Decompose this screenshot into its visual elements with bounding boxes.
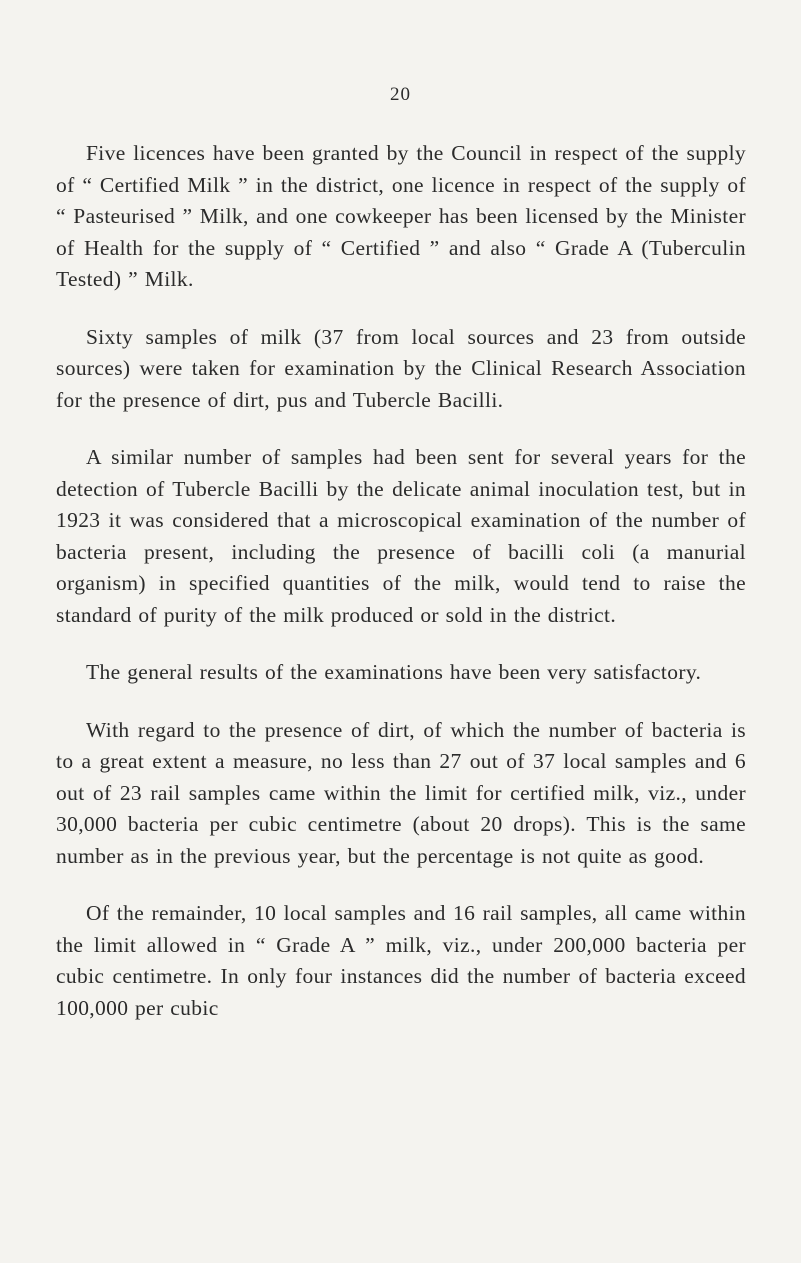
paragraph-inoculation-test: A similar number of samples had been sent for several years for the detection of Tubercle Bacilli by the delicate animal inoculation test, but in 1923 it was considered that a microscopical examination of the number of bacteria present, including the presence of bacilli coli (a manurial organism) in specified quantities of the milk, would tend to raise the standard of purity of the milk produced or sold in the district. [56,445,746,627]
body-text [56,138,746,1024]
page-number: 20 [390,84,411,105]
paragraph-licences: Five licences have been granted by the Council in respect of the supply of “ Certified Milk ” in the district, one licence in respect of the supply of “ Pasteurised ” Milk, and one cowkeeper has been licensed by the Minister of Health for the supply of “ Certified ” and also “ Grade A (Tuberculin Tested) ” Milk. [56,141,746,291]
paragraph-remainder: Of the remainder, 10 local samples and 16 rail samples, all came within the limit allowed in “ Grade A ” milk, viz., under 200,000 bacteria per cubic centimetre. In only four instances did the number of bacteria exceed 100,000 per cubic [56,901,746,1020]
paragraph-dirt-bacteria: With regard to the presence of dirt, of which the number of bacteria is to a great extent a measure, no less than 27 out of 37 local samples and 6 out of 23 rail samples came within the limit for certified milk, viz., under 30,000 bacteria per cubic centimetre (about 20 drops). This is the same number as in the previous year, but the percentage is not quite as good. [56,717,746,868]
paragraph-samples: Sixty samples of milk (37 from local sources and 23 from outside sources) were taken for examination by the Clinical Research Association for the presence of dirt, pus and Tubercle Bacilli. [56,324,746,412]
paragraph-general-results: The general results of the examinations have been very satisfactory. [86,660,702,684]
